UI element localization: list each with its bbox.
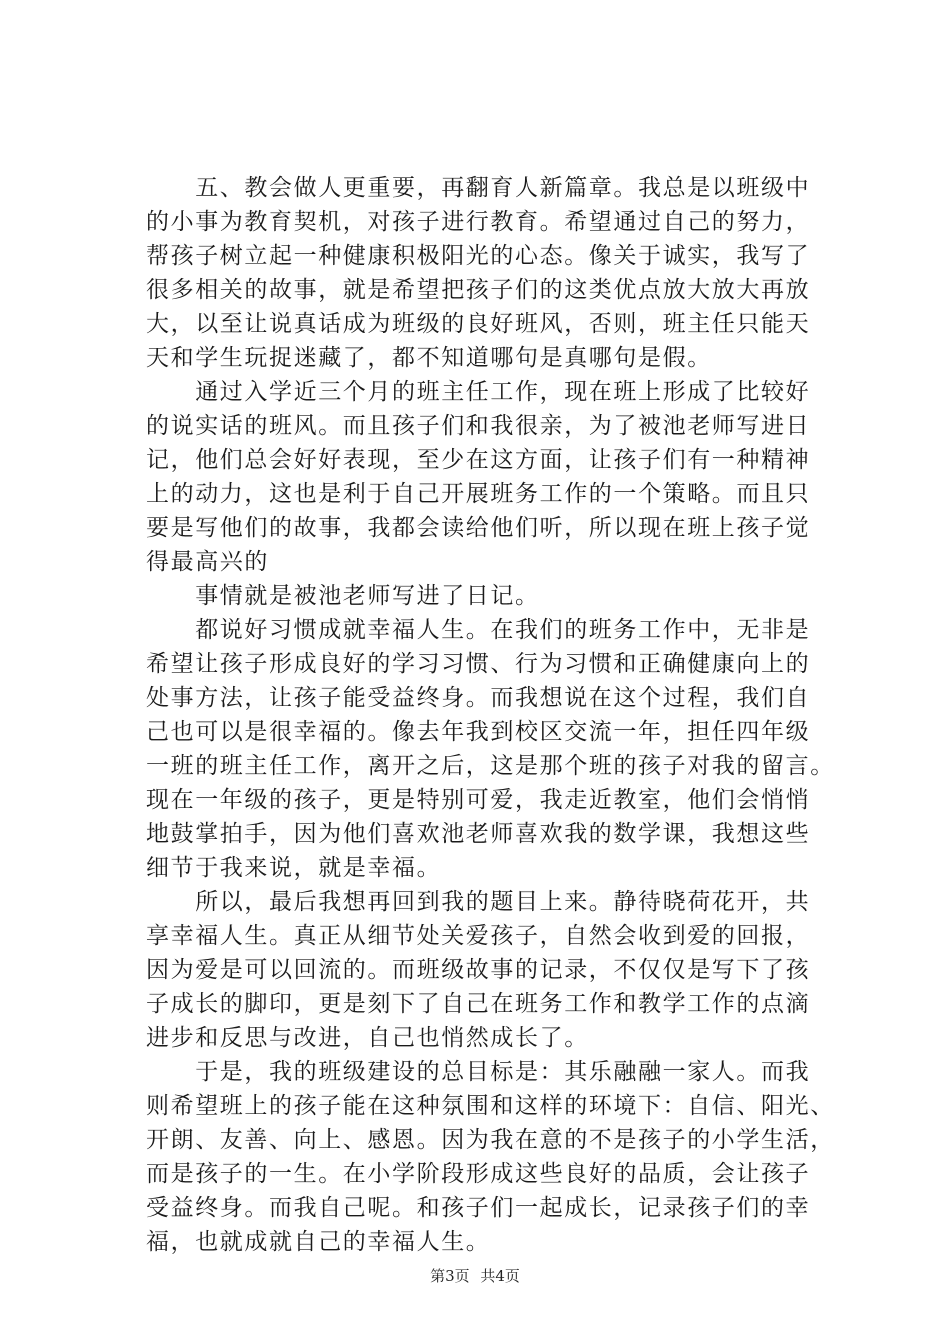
text-line: 因为爱是可以回流的。而班级故事的记录，不仅仅是写下了孩: [146, 957, 811, 983]
text-line: 都说好习惯成就幸福人生。在我们的班务工作中，无非是: [146, 617, 811, 643]
text-line: 大，以至让说真话成为班级的良好班风，否则，班主任只能天: [146, 311, 811, 337]
text-line: 现在一年级的孩子，更是特别可爱，我走近教室，他们会悄悄: [146, 787, 811, 813]
text-line: 进步和反思与改进，自己也悄然成长了。: [146, 1025, 589, 1051]
text-line: 所以，最后我想再回到我的题目上来。静待晓荷花开，共: [146, 889, 811, 915]
text-line: 而是孩子的一生。在小学阶段形成这些良好的品质，会让孩子: [146, 1161, 811, 1187]
text-line: 一班的班主任工作，离开之后，这是那个班的孩子对我的留言。: [146, 753, 835, 779]
text-line: 上的动力，这也是利于自己开展班务工作的一个策略。而且只: [146, 481, 811, 507]
text-line: 则希望班上的孩子能在这种氛围和这样的环境下：自信、阳光、: [146, 1093, 835, 1119]
text-line: 子成长的脚印，更是刻下了自己在班务工作和教学工作的点滴: [146, 991, 811, 1017]
text-line: 要是写他们的故事，我都会读给他们听，所以现在班上孩子觉: [146, 515, 811, 541]
page-number: 第3页: [430, 1267, 470, 1285]
text-line: 事情就是被池老师写进了日记。: [146, 583, 540, 609]
text-line: 开朗、友善、向上、感恩。因为我在意的不是孩子的小学生活，: [146, 1127, 835, 1153]
text-line: 希望让孩子形成良好的学习习惯、行为习惯和正确健康向上的: [146, 651, 811, 677]
text-line: 于是，我的班级建设的总目标是：其乐融融一家人。而我: [146, 1059, 811, 1085]
text-line: 五、教会做人更重要，再翻育人新篇章。我总是以班级中: [146, 175, 811, 201]
text-line: 受益终身。而我自己呢。和孩子们一起成长，记录孩子们的幸: [146, 1195, 811, 1221]
text-line: 很多相关的故事，就是希望把孩子们的这类优点放大放大再放: [146, 277, 811, 303]
text-line: 的小事为教育契机，对孩子进行教育。希望通过自己的努力，: [146, 209, 811, 235]
text-line: 己也可以是很幸福的。像去年我到校区交流一年，担任四年级: [146, 719, 811, 745]
text-line: 福，也就成就自己的幸福人生。: [146, 1229, 491, 1255]
text-line: 天和学生玩捉迷藏了，都不知道哪句是真哪句是假。: [146, 345, 712, 371]
text-line: 得最高兴的: [146, 549, 269, 575]
text-line: 通过入学近三个月的班主任工作，现在班上形成了比较好: [146, 379, 811, 405]
text-line: 地鼓掌拍手，因为他们喜欢池老师喜欢我的数学课，我想这些: [146, 821, 811, 847]
page-footer: [0, 1266, 950, 1286]
text-line: 细节于我来说，就是幸福。: [146, 855, 442, 881]
text-line: 的说实话的班风。而且孩子们和我很亲，为了被池老师写进日: [146, 413, 811, 439]
page-total: 共4页: [480, 1267, 520, 1285]
text-line: 处事方法，让孩子能受益终身。而我想说在这个过程，我们自: [146, 685, 811, 711]
text-line: 享幸福人生。真正从细节处关爱孩子，自然会收到爱的回报，: [146, 923, 811, 949]
text-line: 帮孩子树立起一种健康积极阳光的心态。像关于诚实，我写了: [146, 243, 811, 269]
text-line: 记，他们总会好好表现，至少在这方面，让孩子们有一种精神: [146, 447, 811, 473]
